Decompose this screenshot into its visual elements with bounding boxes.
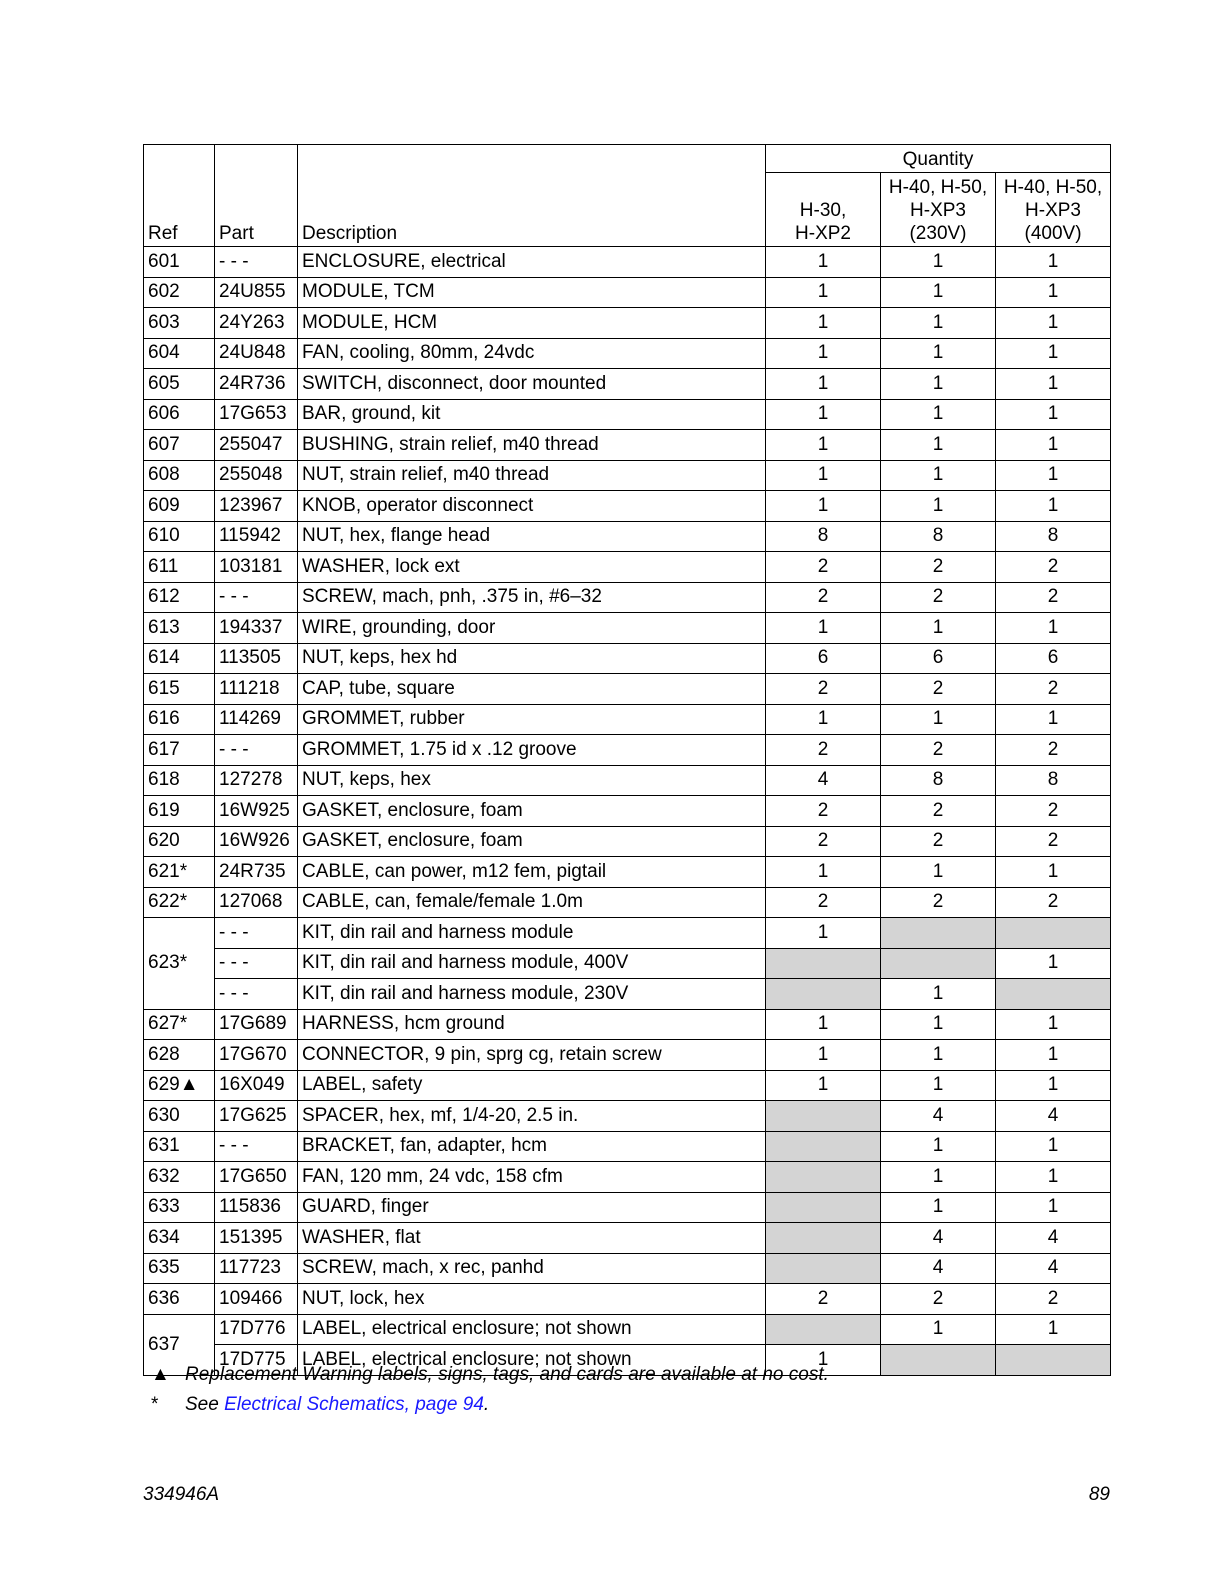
quantity-cell: 2 xyxy=(766,1284,881,1315)
not-applicable-cell xyxy=(766,1314,881,1345)
table-row xyxy=(144,1009,1111,1040)
quantity-cell: 2 xyxy=(766,887,881,918)
table-row xyxy=(144,277,1111,308)
description-cell: SCREW, mach, pnh, .375 in, #6–32 xyxy=(298,582,766,613)
quantity-cell: 1 xyxy=(996,247,1111,278)
quantity-cell: 4 xyxy=(996,1101,1111,1132)
header-description: Description xyxy=(298,145,766,247)
quantity-cell: 1 xyxy=(996,460,1111,491)
description-cell: FAN, 120 mm, 24 vdc, 158 cfm xyxy=(298,1162,766,1193)
ref-cell: 628 xyxy=(144,1040,215,1071)
quantity-cell: 4 xyxy=(996,1223,1111,1254)
quantity-cell: 8 xyxy=(766,521,881,552)
not-applicable-cell xyxy=(766,1223,881,1254)
description-cell: KIT, din rail and harness module, 230V xyxy=(298,979,766,1010)
ref-cell: 608 xyxy=(144,460,215,491)
not-applicable-cell xyxy=(766,979,881,1010)
quantity-cell: 1 xyxy=(766,1040,881,1071)
quantity-cell: 2 xyxy=(996,1284,1111,1315)
quantity-cell: 1 xyxy=(881,1070,996,1101)
not-applicable-cell xyxy=(881,918,996,949)
quantity-cell: 1 xyxy=(996,369,1111,400)
quantity-cell: 1 xyxy=(996,1314,1111,1345)
description-cell: CAP, tube, square xyxy=(298,674,766,705)
description-cell: MODULE, HCM xyxy=(298,308,766,339)
description-cell: NUT, keps, hex xyxy=(298,765,766,796)
ref-cell: 604 xyxy=(144,338,215,369)
part-cell: 17G653 xyxy=(215,399,298,430)
description-cell: NUT, strain relief, m40 thread xyxy=(298,460,766,491)
table-row xyxy=(144,582,1111,613)
quantity-cell: 1 xyxy=(881,1009,996,1040)
not-applicable-cell xyxy=(766,1162,881,1193)
quantity-cell: 8 xyxy=(881,521,996,552)
quantity-cell: 1 xyxy=(766,338,881,369)
part-cell: 17G650 xyxy=(215,1162,298,1193)
asterisk-symbol: * xyxy=(151,1394,159,1415)
footnotes xyxy=(151,1360,829,1420)
description-cell: NUT, keps, hex hd xyxy=(298,643,766,674)
ref-cell: 635 xyxy=(144,1253,215,1284)
description-cell: BAR, ground, kit xyxy=(298,399,766,430)
quantity-cell: 1 xyxy=(881,338,996,369)
table-row xyxy=(144,1284,1111,1315)
ref-cell: 631 xyxy=(144,1131,215,1162)
quantity-cell: 1 xyxy=(996,857,1111,888)
quantity-cell: 1 xyxy=(766,1009,881,1040)
quantity-cell: 1 xyxy=(996,308,1111,339)
ref-cell: 610 xyxy=(144,521,215,552)
table-row xyxy=(144,674,1111,705)
quantity-cell: 1 xyxy=(881,308,996,339)
quantity-cell: 1 xyxy=(881,1192,996,1223)
not-applicable-cell xyxy=(996,1345,1111,1376)
ref-cell: 603 xyxy=(144,308,215,339)
part-cell: - - - xyxy=(215,735,298,766)
quantity-cell: 1 xyxy=(766,308,881,339)
header-part: Part xyxy=(215,145,298,247)
ref-cell: 606 xyxy=(144,399,215,430)
header-quantity: Quantity xyxy=(766,145,1111,173)
ref-cell: 613 xyxy=(144,613,215,644)
quantity-cell: 1 xyxy=(766,1345,881,1376)
not-applicable-cell xyxy=(766,1131,881,1162)
header-ref: Ref xyxy=(144,145,215,247)
electrical-schematics-link[interactable]: Electrical Schematics, page 94 xyxy=(224,1394,484,1415)
description-cell: KIT, din rail and harness module, 400V xyxy=(298,948,766,979)
parts-table-body xyxy=(144,247,1111,1376)
quantity-cell: 1 xyxy=(766,277,881,308)
quantity-cell: 2 xyxy=(996,674,1111,705)
description-cell: LABEL, electrical enclosure; not shown xyxy=(298,1345,766,1376)
table-row xyxy=(144,1314,1111,1345)
description-cell: NUT, hex, flange head xyxy=(298,521,766,552)
quantity-cell: 1 xyxy=(996,338,1111,369)
quantity-cell: 4 xyxy=(766,765,881,796)
ref-cell: 614 xyxy=(144,643,215,674)
table-row xyxy=(144,338,1111,369)
doc-number: 334946A xyxy=(143,1484,220,1505)
header-model-400v: H-40, H-50, H-XP3 (400V) xyxy=(996,173,1111,247)
quantity-cell: 4 xyxy=(881,1223,996,1254)
part-cell: 127278 xyxy=(215,765,298,796)
quantity-cell: 4 xyxy=(996,1253,1111,1284)
quantity-cell: 2 xyxy=(996,796,1111,827)
description-cell: CABLE, can, female/female 1.0m xyxy=(298,887,766,918)
table-row xyxy=(144,643,1111,674)
quantity-cell: 6 xyxy=(766,643,881,674)
ref-cell: 622* xyxy=(144,887,215,918)
quantity-cell: 2 xyxy=(996,552,1111,583)
quantity-cell: 1 xyxy=(766,460,881,491)
part-cell: 24Y263 xyxy=(215,308,298,339)
part-cell: 24U848 xyxy=(215,338,298,369)
table-row xyxy=(144,369,1111,400)
table-row xyxy=(144,399,1111,430)
table-row xyxy=(144,1131,1111,1162)
quantity-cell: 1 xyxy=(881,430,996,461)
quantity-cell: 8 xyxy=(881,765,996,796)
part-cell: 111218 xyxy=(215,674,298,705)
parts-table xyxy=(143,144,1111,1376)
description-cell: GROMMET, rubber xyxy=(298,704,766,735)
part-cell: 24R736 xyxy=(215,369,298,400)
description-cell: KNOB, operator disconnect xyxy=(298,491,766,522)
part-cell: 127068 xyxy=(215,887,298,918)
ref-cell: 617 xyxy=(144,735,215,766)
quantity-cell: 1 xyxy=(996,704,1111,735)
quantity-cell: 1 xyxy=(881,1131,996,1162)
part-cell: 17D775 xyxy=(215,1345,298,1376)
quantity-cell: 1 xyxy=(996,1162,1111,1193)
table-row xyxy=(144,1101,1111,1132)
ref-cell: 637 xyxy=(144,1314,215,1375)
description-cell: NUT, lock, hex xyxy=(298,1284,766,1315)
quantity-cell: 2 xyxy=(996,887,1111,918)
table-row xyxy=(144,247,1111,278)
quantity-cell: 1 xyxy=(766,430,881,461)
ref-cell: 612 xyxy=(144,582,215,613)
table-row xyxy=(144,948,1111,979)
part-cell: 24R735 xyxy=(215,857,298,888)
description-cell: SWITCH, disconnect, door mounted xyxy=(298,369,766,400)
quantity-cell: 2 xyxy=(766,552,881,583)
quantity-cell: 1 xyxy=(766,857,881,888)
table-row xyxy=(144,1162,1111,1193)
quantity-cell: 2 xyxy=(766,826,881,857)
ref-cell: 629▲ xyxy=(144,1070,215,1101)
quantity-cell: 2 xyxy=(766,582,881,613)
part-cell: - - - xyxy=(215,582,298,613)
quantity-cell: 2 xyxy=(996,735,1111,766)
quantity-cell: 6 xyxy=(996,643,1111,674)
ref-cell: 609 xyxy=(144,491,215,522)
description-cell: MODULE, TCM xyxy=(298,277,766,308)
schematics-note xyxy=(151,1390,829,1420)
see-prefix: See xyxy=(185,1394,225,1415)
quantity-cell: 6 xyxy=(881,643,996,674)
quantity-cell: 2 xyxy=(881,552,996,583)
description-cell: HARNESS, hcm ground xyxy=(298,1009,766,1040)
part-cell: 17G625 xyxy=(215,1101,298,1132)
table-row xyxy=(144,735,1111,766)
part-cell: 255048 xyxy=(215,460,298,491)
description-cell: LABEL, electrical enclosure; not shown xyxy=(298,1314,766,1345)
quantity-cell: 1 xyxy=(881,704,996,735)
description-cell: CONNECTOR, 9 pin, sprg cg, retain screw xyxy=(298,1040,766,1071)
part-cell: 17G689 xyxy=(215,1009,298,1040)
quantity-cell: 1 xyxy=(881,460,996,491)
description-cell: GASKET, enclosure, foam xyxy=(298,826,766,857)
not-applicable-cell xyxy=(996,918,1111,949)
part-cell: 123967 xyxy=(215,491,298,522)
description-cell: FAN, cooling, 80mm, 24vdc xyxy=(298,338,766,369)
quantity-cell: 1 xyxy=(996,613,1111,644)
table-row xyxy=(144,918,1111,949)
ref-cell: 623* xyxy=(144,918,215,1010)
table-row xyxy=(144,430,1111,461)
ref-cell: 602 xyxy=(144,277,215,308)
not-applicable-cell xyxy=(766,1101,881,1132)
quantity-cell: 2 xyxy=(996,582,1111,613)
part-cell: 117723 xyxy=(215,1253,298,1284)
quantity-cell: 1 xyxy=(996,1131,1111,1162)
quantity-cell: 2 xyxy=(766,796,881,827)
part-cell: 17D776 xyxy=(215,1314,298,1345)
quantity-cell: 1 xyxy=(881,857,996,888)
quantity-cell: 1 xyxy=(996,1192,1111,1223)
quantity-cell: 2 xyxy=(881,887,996,918)
part-cell: 115836 xyxy=(215,1192,298,1223)
quantity-cell: 1 xyxy=(766,918,881,949)
quantity-cell: 1 xyxy=(881,613,996,644)
part-cell: 115942 xyxy=(215,521,298,552)
quantity-cell: 1 xyxy=(766,491,881,522)
quantity-cell: 2 xyxy=(881,826,996,857)
table-row xyxy=(144,979,1111,1010)
header-row-top xyxy=(144,145,1111,173)
part-cell: 194337 xyxy=(215,613,298,644)
part-cell: - - - xyxy=(215,979,298,1010)
quantity-cell: 2 xyxy=(766,674,881,705)
description-cell: GROMMET, 1.75 id x .12 groove xyxy=(298,735,766,766)
quantity-cell: 2 xyxy=(996,826,1111,857)
quantity-cell: 1 xyxy=(881,369,996,400)
description-cell: WIRE, grounding, door xyxy=(298,613,766,644)
ref-cell: 611 xyxy=(144,552,215,583)
table-row xyxy=(144,826,1111,857)
quantity-cell: 2 xyxy=(881,735,996,766)
part-cell: 114269 xyxy=(215,704,298,735)
description-cell: LABEL, safety xyxy=(298,1070,766,1101)
quantity-cell: 1 xyxy=(996,1009,1111,1040)
description-cell: WASHER, flat xyxy=(298,1223,766,1254)
part-cell: - - - xyxy=(215,948,298,979)
quantity-cell: 1 xyxy=(881,399,996,430)
ref-cell: 636 xyxy=(144,1284,215,1315)
not-applicable-cell xyxy=(881,948,996,979)
not-applicable-cell xyxy=(766,1253,881,1284)
quantity-cell: 2 xyxy=(881,582,996,613)
part-cell: 17G670 xyxy=(215,1040,298,1071)
ref-cell: 630 xyxy=(144,1101,215,1132)
quantity-cell: 8 xyxy=(996,765,1111,796)
ref-cell: 618 xyxy=(144,765,215,796)
table-row xyxy=(144,1192,1111,1223)
part-cell: 103181 xyxy=(215,552,298,583)
quantity-cell: 1 xyxy=(766,399,881,430)
part-cell: 255047 xyxy=(215,430,298,461)
warning-note-text: Replacement Warning labels, signs, tags, and cards are available at no cost. xyxy=(185,1364,829,1385)
quantity-cell: 1 xyxy=(996,1040,1111,1071)
quantity-cell: 2 xyxy=(766,735,881,766)
description-cell: BUSHING, strain relief, m40 thread xyxy=(298,430,766,461)
quantity-cell: 1 xyxy=(766,369,881,400)
ref-cell: 632 xyxy=(144,1162,215,1193)
description-cell: BRACKET, fan, adapter, hcm xyxy=(298,1131,766,1162)
schematics-note-text xyxy=(185,1390,489,1420)
description-cell: GASKET, enclosure, foam xyxy=(298,796,766,827)
table-row xyxy=(144,857,1111,888)
quantity-cell: 1 xyxy=(881,1314,996,1345)
ref-cell: 633 xyxy=(144,1192,215,1223)
see-suffix: . xyxy=(483,1394,490,1415)
warning-triangle-icon: ▲ xyxy=(151,1364,170,1385)
description-cell: CABLE, can power, m12 fem, pigtail xyxy=(298,857,766,888)
description-cell: WASHER, lock ext xyxy=(298,552,766,583)
quantity-cell: 1 xyxy=(766,613,881,644)
description-cell: SPACER, hex, mf, 1/4-20, 2.5 in. xyxy=(298,1101,766,1132)
ref-cell: 634 xyxy=(144,1223,215,1254)
table-row xyxy=(144,460,1111,491)
quantity-cell: 1 xyxy=(996,277,1111,308)
part-cell: - - - xyxy=(215,918,298,949)
ref-cell: 620 xyxy=(144,826,215,857)
quantity-cell: 1 xyxy=(881,277,996,308)
quantity-cell: 2 xyxy=(881,674,996,705)
not-applicable-cell xyxy=(766,1192,881,1223)
description-cell: GUARD, finger xyxy=(298,1192,766,1223)
table-row xyxy=(144,1040,1111,1071)
quantity-cell: 2 xyxy=(881,796,996,827)
ref-cell: 601 xyxy=(144,247,215,278)
quantity-cell: 1 xyxy=(881,247,996,278)
ref-cell: 621* xyxy=(144,857,215,888)
table-row xyxy=(144,765,1111,796)
quantity-cell: 1 xyxy=(881,1040,996,1071)
part-cell: 16W925 xyxy=(215,796,298,827)
not-applicable-cell xyxy=(766,948,881,979)
table-row xyxy=(144,308,1111,339)
table-row xyxy=(144,521,1111,552)
part-cell: 16X049 xyxy=(215,1070,298,1101)
warning-note xyxy=(151,1360,829,1390)
table-row xyxy=(144,491,1111,522)
quantity-cell: 1 xyxy=(881,979,996,1010)
part-cell: 113505 xyxy=(215,643,298,674)
table-row xyxy=(144,1253,1111,1284)
part-cell: - - - xyxy=(215,247,298,278)
ref-cell: 627* xyxy=(144,1009,215,1040)
ref-cell: 619 xyxy=(144,796,215,827)
description-cell: SCREW, mach, x rec, panhd xyxy=(298,1253,766,1284)
quantity-cell: 4 xyxy=(881,1101,996,1132)
part-cell: 109466 xyxy=(215,1284,298,1315)
quantity-cell: 1 xyxy=(996,1070,1111,1101)
part-cell: 151395 xyxy=(215,1223,298,1254)
quantity-cell: 8 xyxy=(996,521,1111,552)
quantity-cell: 1 xyxy=(881,1162,996,1193)
table-row xyxy=(144,796,1111,827)
quantity-cell: 1 xyxy=(766,247,881,278)
ref-cell: 605 xyxy=(144,369,215,400)
part-cell: - - - xyxy=(215,1131,298,1162)
ref-cell: 607 xyxy=(144,430,215,461)
part-cell: 24U855 xyxy=(215,277,298,308)
quantity-cell: 1 xyxy=(766,704,881,735)
description-cell: KIT, din rail and harness module xyxy=(298,918,766,949)
quantity-cell: 1 xyxy=(996,399,1111,430)
table-row xyxy=(144,552,1111,583)
table-row xyxy=(144,613,1111,644)
page-number: 89 xyxy=(1088,1484,1110,1505)
ref-cell: 615 xyxy=(144,674,215,705)
quantity-cell: 2 xyxy=(881,1284,996,1315)
quantity-cell: 1 xyxy=(996,430,1111,461)
table-row xyxy=(144,887,1111,918)
table-row xyxy=(144,1223,1111,1254)
part-cell: 16W926 xyxy=(215,826,298,857)
ref-cell: 616 xyxy=(144,704,215,735)
not-applicable-cell xyxy=(996,979,1111,1010)
not-applicable-cell xyxy=(881,1345,996,1376)
quantity-cell: 1 xyxy=(881,491,996,522)
table-row xyxy=(144,1070,1111,1101)
quantity-cell: 4 xyxy=(881,1253,996,1284)
header-model-230v: H-40, H-50, H-XP3 (230V) xyxy=(881,173,996,247)
quantity-cell: 1 xyxy=(766,1070,881,1101)
quantity-cell: 1 xyxy=(996,491,1111,522)
table-row xyxy=(144,704,1111,735)
description-cell: ENCLOSURE, electrical xyxy=(298,247,766,278)
quantity-cell: 1 xyxy=(996,948,1111,979)
header-model-h30: H-30, H-XP2 xyxy=(766,173,881,247)
